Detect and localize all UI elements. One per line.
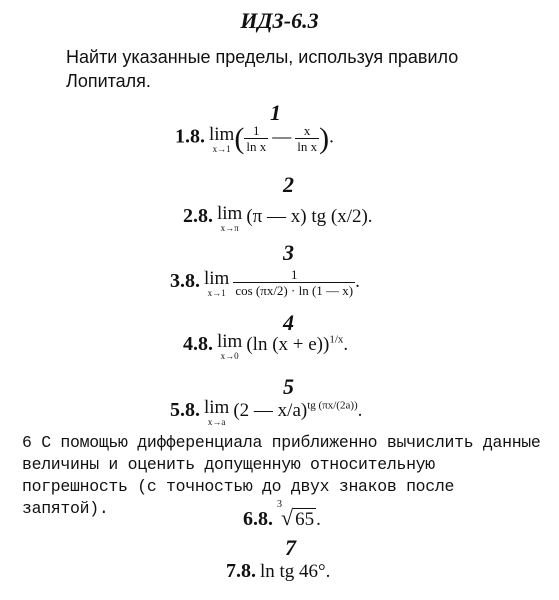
fraction: $\frac{1}{\cos (\pi x/2) \cdot \ln (1 — x)}$ bbox=[235, 267, 354, 299]
problem-number-3: 3 bbox=[283, 240, 294, 265]
problem-5 bbox=[170, 398, 362, 427]
task-7-item bbox=[226, 560, 330, 583]
task-6-text: 6 С помощью дифференциала приближенно вычислить данные величины и оценить допущенную относительную погрешность (с точностью до двух знаков после запятой). bbox=[22, 433, 541, 518]
problem-label: 7.8. bbox=[226, 560, 256, 582]
limit-operator: lim x→1 bbox=[204, 267, 230, 298]
problem-label: 2.8. bbox=[183, 205, 213, 228]
problem-label: 1.8. bbox=[175, 125, 205, 148]
fraction: $\frac{1}{\text{ln x}}$ bbox=[246, 122, 267, 154]
task-number-6: 6 bbox=[22, 433, 32, 452]
problem-label: 6.8. bbox=[243, 508, 273, 530]
task-6-item: 6.8. 3 √ 65 . bbox=[243, 499, 321, 530]
expression: ln tg 46°. bbox=[260, 561, 331, 582]
limit-operator: lim x→a bbox=[204, 397, 230, 427]
page-title: ИДЗ-6.3 bbox=[240, 8, 319, 33]
problem-label: 5.8. bbox=[170, 399, 200, 422]
problem-1: 1.8. lim x→1 ( $\frac{1}{\text{ln x}}$ — $\frac{x}{\text{ln x}}$ ). bbox=[175, 122, 334, 155]
expression: (π — x) tg (x/2). bbox=[246, 206, 373, 228]
problem-4 bbox=[183, 332, 348, 361]
intro-text: Найти указанные пределы, используя правило Лопиталя. bbox=[66, 47, 459, 91]
problem-number-1: 1 bbox=[270, 100, 281, 125]
problem-label: 3.8. bbox=[170, 269, 200, 292]
expression: (2 — x/a)$^{tg (\pi x/(2a))}$. bbox=[233, 399, 363, 422]
expression: (ln (x + e))$^{1/x}$. bbox=[246, 333, 349, 356]
problem-number-2: 2 bbox=[283, 172, 294, 197]
problem-number-5: 5 bbox=[283, 374, 294, 399]
task-number-7: 7 bbox=[285, 535, 296, 560]
problem-label: 4.8. bbox=[183, 333, 213, 356]
fraction: $\frac{x}{\text{ln x}}$ bbox=[297, 122, 318, 154]
limit-operator: lim x→0 bbox=[217, 331, 243, 361]
limit-operator: lim x→1 bbox=[209, 123, 235, 154]
problem-2 bbox=[183, 204, 373, 233]
cube-root: 3 √ 65 bbox=[277, 499, 315, 530]
problem-3: 3.8. lim x→1 $\frac{1}{\cos (\pi x/2) \cdot \ln (1 — x)}$ . bbox=[170, 267, 360, 299]
problem-number-4: 4 bbox=[283, 310, 294, 335]
limit-operator: lim x→π bbox=[217, 203, 243, 233]
